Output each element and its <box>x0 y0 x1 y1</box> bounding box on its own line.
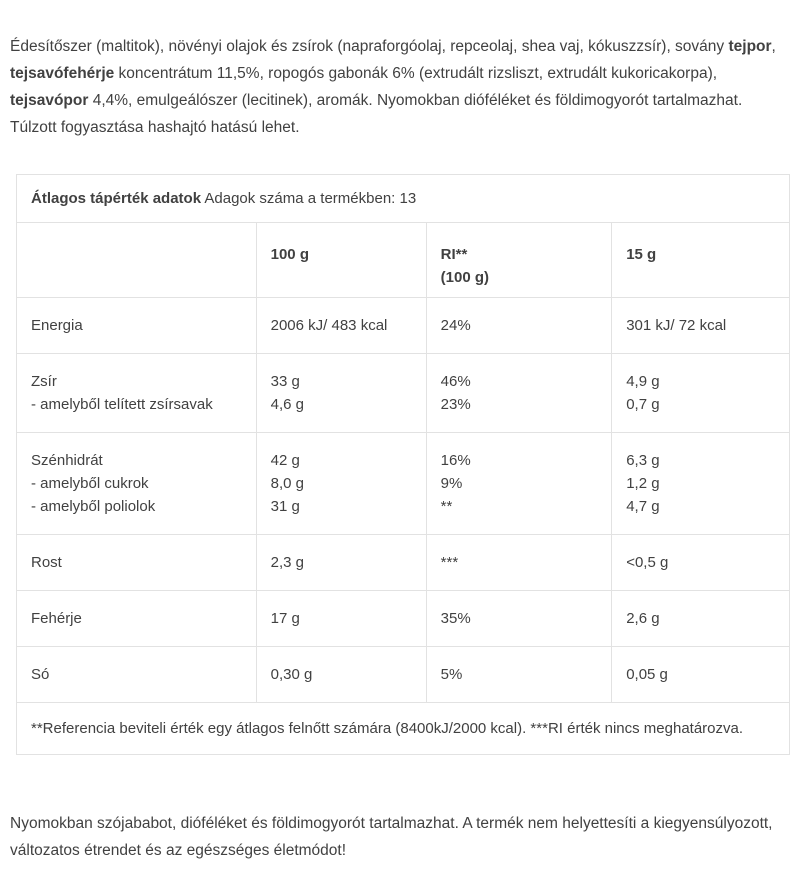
cell-line: Szénhidrát <box>31 452 103 469</box>
cell-line: Fehérje <box>31 610 82 627</box>
nutrition-table <box>16 174 790 755</box>
column-header-3 <box>612 223 790 298</box>
ingredient-text: 4,4%, emulgeálószer (lecitinek), aromák. Nyomokban dióféléket és földimogyorót tartalmazhat. Túlzott fogyasztása hashajtó hatású lehet. <box>10 92 743 136</box>
table-footnote: **Referencia beviteli érték egy átlagos felnőtt számára (8400kJ/2000 kcal). ***RI érték nincs meghatározva. <box>17 703 790 755</box>
cell-line: ** <box>440 498 453 515</box>
nutrient-row <box>17 591 790 647</box>
ingredients-paragraph <box>10 33 792 141</box>
cell-line: 6,3 g <box>626 452 660 469</box>
cell-line: 4,7 g <box>626 498 660 515</box>
cell-line: 4,9 g <box>626 373 660 390</box>
cell-line: 0,7 g <box>626 396 660 413</box>
column-header-line: RI** <box>440 246 468 263</box>
table-subtitle: Adagok száma a termékben: 13 <box>204 190 417 207</box>
cell-line: 2006 kJ/ 483 kcal <box>270 317 388 334</box>
disclaimer-paragraph: Nyomokban szójababot, dióféléket és földimogyorót tartalmazhat. A termék nem helyettesíti a kiegyensúlyozott, változatos étrendet és az egészséges életmódot! <box>10 815 773 859</box>
cell-line: 1,2 g <box>626 475 660 492</box>
cell-line: 0,05 g <box>626 666 668 683</box>
nutrient-name-cell <box>17 591 257 647</box>
nutrient-row <box>17 535 790 591</box>
nutrient-name-cell <box>17 354 257 433</box>
table-footnote-row <box>17 703 790 755</box>
ingredient-text: , <box>771 38 776 55</box>
nutrient-value-cell <box>256 535 426 591</box>
nutrient-value-cell <box>612 354 790 433</box>
column-header-line: (100 g) <box>440 269 490 286</box>
cell-line: 42 g <box>270 452 300 469</box>
cell-line: - amelyből poliolok <box>31 498 156 515</box>
nutrient-value-cell <box>426 433 612 535</box>
cell-line: <0,5 g <box>626 554 669 571</box>
nutrient-value-cell <box>256 354 426 433</box>
nutrient-name-cell <box>17 433 257 535</box>
ingredient-text: koncentrátum 11,5%, ropogós gabonák 6% (extrudált rizsliszt, extrudált kukoricakorpa), <box>114 65 718 82</box>
cell-line: 5% <box>440 666 463 683</box>
product-info-page <box>0 33 800 864</box>
nutrient-name-cell <box>17 298 257 354</box>
column-header-1 <box>256 223 426 298</box>
nutrient-row <box>17 354 790 433</box>
nutrient-value-cell <box>426 298 612 354</box>
nutrient-row <box>17 433 790 535</box>
cell-line: Energia <box>31 317 83 334</box>
cell-line: 2,6 g <box>626 610 660 627</box>
nutrient-value-cell <box>256 647 426 703</box>
column-header-2 <box>426 223 612 298</box>
nutrient-value-cell <box>256 591 426 647</box>
cell-line: 23% <box>440 396 471 413</box>
cell-line: - amelyből telített zsírsavak <box>31 396 213 413</box>
column-header-line: 100 g <box>270 246 309 263</box>
cell-line: 35% <box>440 610 471 627</box>
cell-line: 33 g <box>270 373 300 390</box>
cell-line: Só <box>31 666 50 683</box>
table-title-row <box>17 175 790 223</box>
cell-line: 8,0 g <box>270 475 304 492</box>
ingredient-emphasis: tejsavópor <box>10 92 89 109</box>
column-header-line: 15 g <box>626 246 657 263</box>
cell-line: 16% <box>440 452 471 469</box>
nutrient-value-cell <box>426 591 612 647</box>
nutrient-value-cell <box>256 298 426 354</box>
cell-line: - amelyből cukrok <box>31 475 149 492</box>
cell-line: Rost <box>31 554 62 571</box>
nutrient-value-cell <box>612 647 790 703</box>
column-header-row <box>17 223 790 298</box>
nutrient-row <box>17 298 790 354</box>
nutrient-name-cell <box>17 535 257 591</box>
cell-line: 46% <box>440 373 471 390</box>
cell-line: 31 g <box>270 498 300 515</box>
cell-line: Zsír <box>31 373 57 390</box>
cell-line: 17 g <box>270 610 300 627</box>
nutrient-value-cell <box>612 433 790 535</box>
cell-line: 24% <box>440 317 471 334</box>
cell-line: 2,3 g <box>270 554 304 571</box>
table-title: Átlagos tápérték adatok <box>31 190 202 207</box>
nutrient-value-cell <box>426 354 612 433</box>
table-title-cell <box>17 175 790 223</box>
nutrient-value-cell <box>426 535 612 591</box>
ingredient-text: Édesítőszer (maltitok), növényi olajok és zsírok (napraforgóolaj, repceolaj, shea vaj, kókuszzsír), sovány <box>10 38 729 55</box>
cell-line: *** <box>440 554 459 571</box>
nutrient-value-cell <box>612 298 790 354</box>
cell-line: 4,6 g <box>270 396 304 413</box>
nutrient-value-cell <box>612 591 790 647</box>
nutrient-name-cell <box>17 647 257 703</box>
cell-line: 0,30 g <box>270 666 313 683</box>
ingredient-emphasis: tejsavófehérje <box>10 65 115 82</box>
cell-line: 301 kJ/ 72 kcal <box>626 317 727 334</box>
nutrient-value-cell <box>426 647 612 703</box>
nutrient-row <box>17 647 790 703</box>
column-header-0 <box>17 223 257 298</box>
nutrient-value-cell <box>612 535 790 591</box>
ingredient-emphasis: tejpor <box>728 38 772 55</box>
cell-line: 9% <box>440 475 463 492</box>
nutrition-table-body <box>17 175 790 755</box>
nutrient-value-cell <box>256 433 426 535</box>
